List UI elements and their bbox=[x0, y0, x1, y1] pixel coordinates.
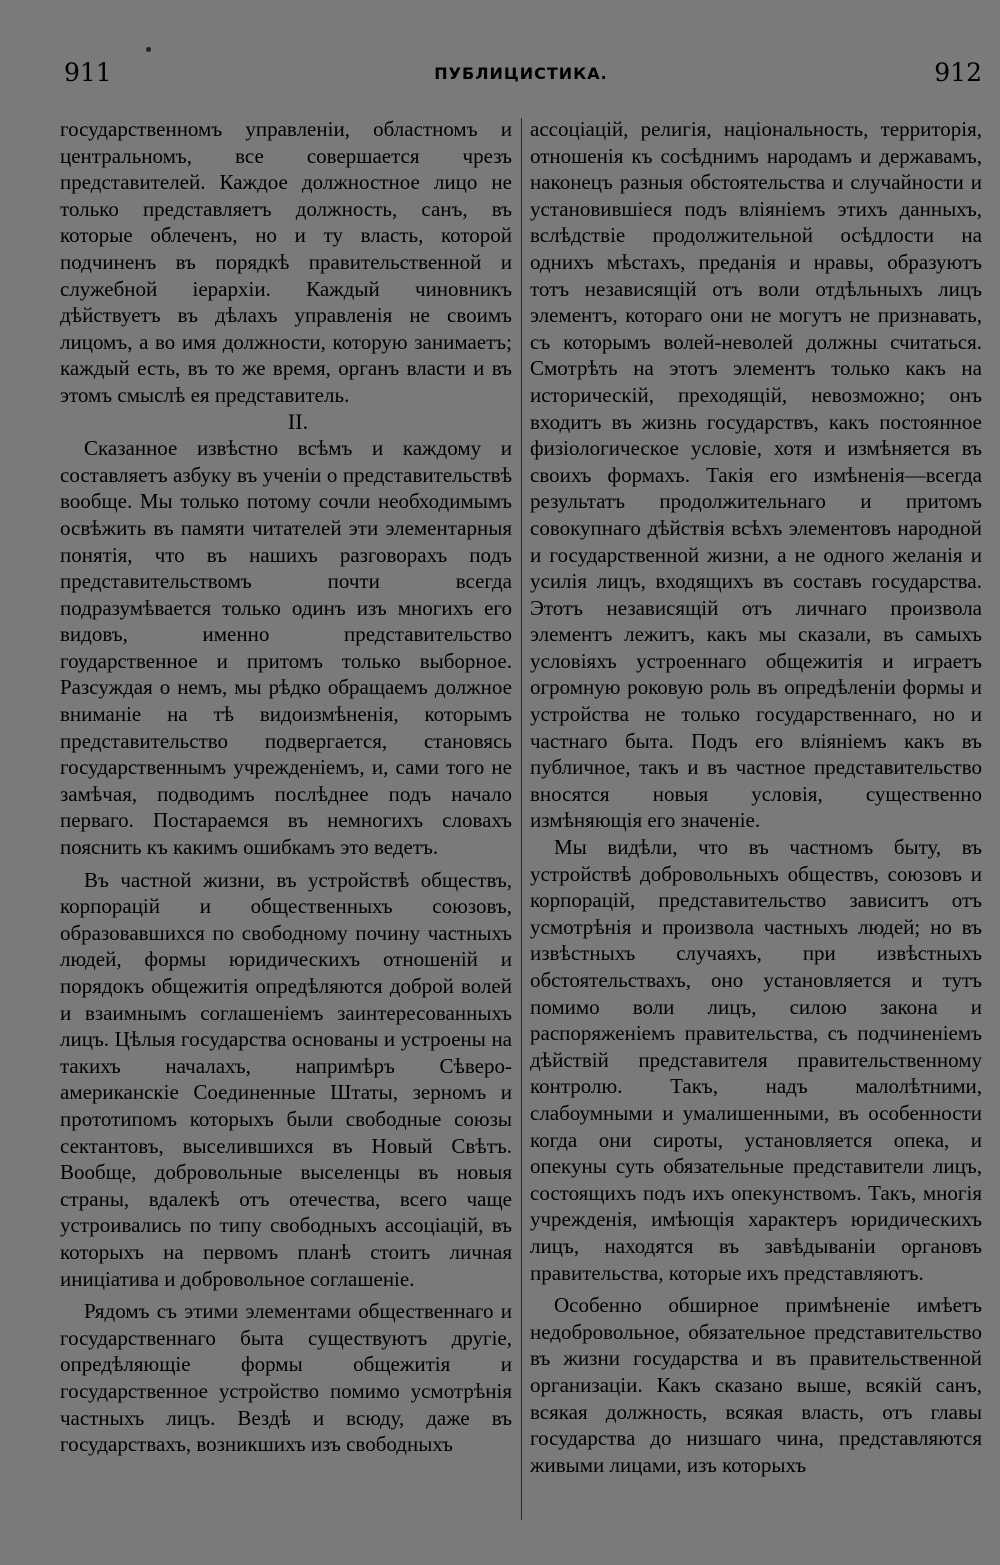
page-number-left: 911 bbox=[64, 58, 112, 87]
paragraph: Сказанное извѣстно всѣмъ и каждому и составляетъ азбуку въ ученіи о представительствѣ вообще. Мы только потому сочли необходимымъ освѣжить въ памяти читателей эти элементарныя понятія, что въ нашихъ разговорахъ подъ представительствомъ почти всегда подразумѣвается только одинъ изъ многихъ его видовъ, именно представительство гоударственное и притомъ только выборное. Разсуждая о немъ, мы рѣдко обращаемъ должное вниманіе на тѣ видоизмѣненія, которымъ представительство подвергается, становясь государственнымъ учрежденіемъ, и, сами того не замѣчая, подводимъ послѣднее подъ начало перваго. Постараемся въ немногихъ словахъ пояснить къ какимъ ошибкамъ это ведетъ. bbox=[60, 436, 512, 860]
paragraph: Особенно обширное примѣненіе имѣетъ недобровольное, обязательное представительство въ жизни государства и въ правительственной организаціи. Какъ сказано выше, всякій санъ, всякая должность, всякая власть, отъ главы государства до низшаго чина, представляются живыми лицами, изъ которыхъ bbox=[530, 1293, 982, 1477]
paragraph: государственномъ управленіи, областномъ и центральномъ, все совершается чрезъ представителей. Каждое должностное лицо не только представляетъ должность, санъ, въ которые облеченъ, но и ту власть, которой подчиненъ въ порядкѣ правительственной и служебной іерархіи. Каждый чиновникъ дѣйствуетъ въ дѣлахъ управленія не своимъ лицомъ, а во имя должности, которую занимаетъ; каждый есть, въ то же время, органъ власти и въ этомъ смыслѣ ея представитель. bbox=[60, 117, 512, 407]
column-divider bbox=[521, 118, 522, 1520]
running-title: ПУБЛИЦИСТИКА. bbox=[434, 64, 608, 83]
paragraph: Рядомъ съ этими элементами общественнаго и государственнаго быта существуютъ другіе, опредѣляющіе формы общежитія и государственное устройство помимо усмотрѣнія частныхъ лицъ. Вездѣ и всюду, даже въ государствахъ, возникшихъ изъ свободныхъ bbox=[60, 1299, 512, 1457]
page-number-right: 912 bbox=[934, 58, 982, 87]
paragraph: ассоціацій, религія, національность, территорія, отношенія къ сосѣднимъ народамъ и державамъ, наконецъ разныя обстоятельства и случайности и установившіеся подъ вліяніемъ этихъ данныхъ, вслѣдствіе продолжительной осѣдлости на однихъ мѣстахъ, преданія и нравы, образуютъ тотъ независящій отъ воли отдѣльныхъ лицъ элементъ, котораго они не могутъ не признавать, съ которымъ волей-неволей должны считаться. Смотрѣть на этотъ элементъ только какъ на историческій, преходящій, невозможно; онъ входитъ въ жизнь государствъ, какъ постоянное физіологическое условіе, хотя и измѣняется въ своихъ формахъ. Такія его измѣненія—всегда результатъ продолжительнаго и притомъ совокупнаго дѣйствія всѣхъ элементовъ народной и государственной жизни, а не одного желанія и усилія лицъ, входящихъ въ составъ государства. Этотъ независящій отъ личнаго произвола элементъ лежитъ, какъ мы сказали, въ самыхъ условіяхъ устроеннаго общежитія и играетъ огромную роковую роль въ опредѣленіи формы и устройства не только государственнаго, но и частнаго быта. Подъ его вліяніемъ какъ въ публичное, такъ и въ частное представительство вносятся новыя условія, существенно измѣняющія его значеніе. bbox=[530, 117, 982, 833]
page-header bbox=[60, 58, 982, 94]
section-heading: II. bbox=[287, 408, 309, 434]
right-column bbox=[530, 116, 982, 1478]
paragraph: Мы видѣли, что въ частномъ быту, въ устройствѣ добровольныхъ обществъ, союзовъ и корпорацій, представительство зависитъ отъ усмотрѣнія и произвола частныхъ людей; но въ извѣстныхъ случаяхъ, при извѣстныхъ обстоятельствахъ, оно установляется и тутъ помимо воли лицъ, силою закона и распоряженіемъ правительства, съ подчиненіемъ дѣйствій представителя правительственному контролю. Такъ, надъ малолѣтними, слабоумными и умалишенными, въ особенности когда они сироты, установляется опека, и опекуны суть обязательные представители лицъ, состоящихъ подъ ихъ опекунствомъ. Такъ, многія учрежденія, имѣющія характеръ юридическихъ лицъ, находятся въ завѣдываніи органовъ правительства, которые ихъ представляютъ. bbox=[530, 835, 982, 1285]
paragraph: Въ частной жизни, въ устройствѣ обществъ, корпорацій и общественныхъ союзовъ, образовавшихся по свободному почину частныхъ людей, формы юридическихъ отношеній и порядокъ общежитія опредѣляются доброй волей и взаимнымъ соглашеніемъ заинтересованныхъ лицъ. Цѣлыя государства основаны и устроены на такихъ началахъ, напримѣръ Сѣверо-американскіе Соединенные Штаты, зерномъ и прототипомъ которыхъ были свободные союзы сектантовъ, выселившихся въ Новый Свѣтъ. Вообще, добровольные выселенцы въ новыя страны, вдалекѣ отъ отечества, всего чаще устроивались по типу свободныхъ ассоціацій, въ которыхъ на первомъ планѣ стоитъ личная иниціатива и добровольное соглашеніе. bbox=[60, 867, 512, 1291]
print-speck bbox=[146, 47, 151, 52]
left-column bbox=[60, 116, 512, 1458]
